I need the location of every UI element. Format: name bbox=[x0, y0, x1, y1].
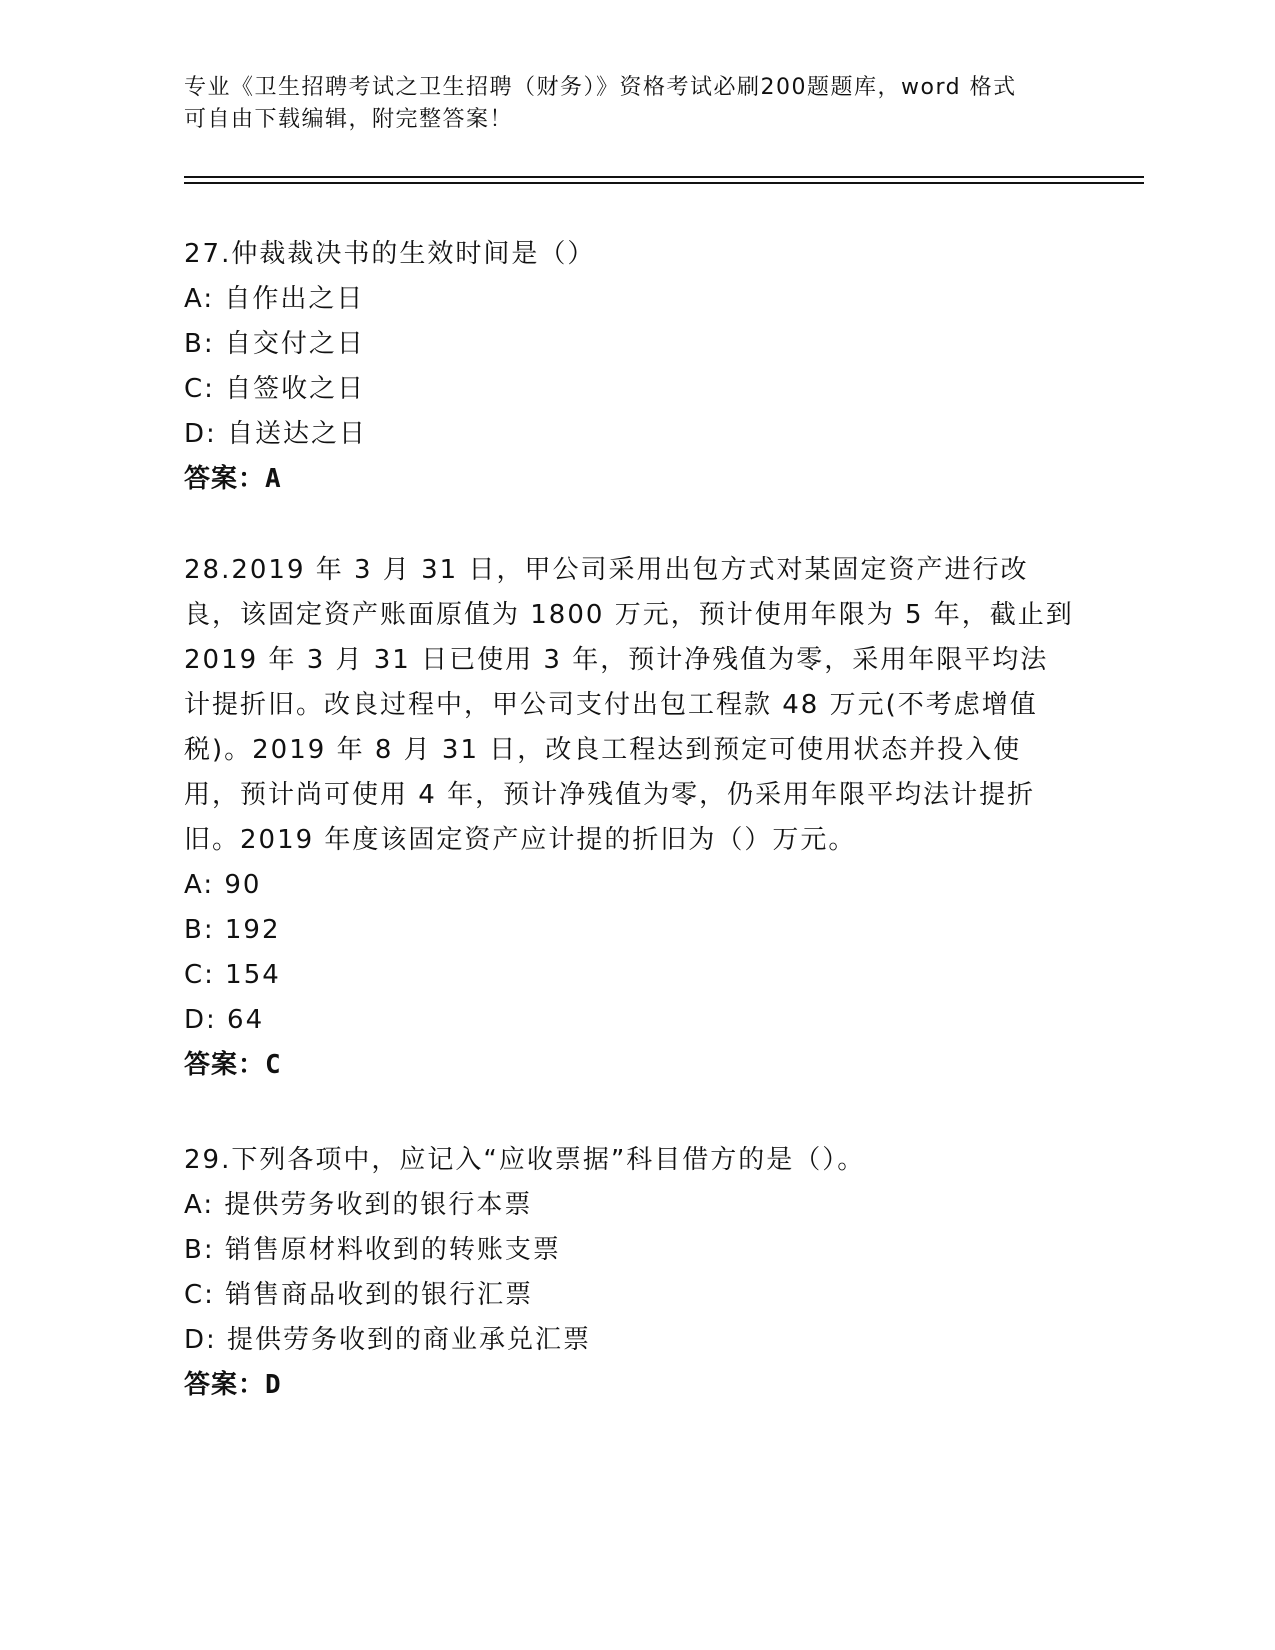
answer-value: C bbox=[265, 1050, 282, 1080]
option-d: D: 提供劳务收到的商业承兑汇票 bbox=[184, 1325, 592, 1355]
option-a: A: 90 bbox=[184, 870, 262, 900]
answer-value: A bbox=[265, 464, 282, 494]
option-c: C: 154 bbox=[184, 960, 281, 990]
option-d: D: 自送达之日 bbox=[184, 419, 368, 449]
answer bbox=[184, 1363, 1074, 1408]
option-b: B: 销售原材料收到的转账支票 bbox=[184, 1235, 561, 1265]
option-a: A: 提供劳务收到的银行本票 bbox=[184, 1190, 533, 1220]
answer bbox=[184, 457, 1074, 502]
option-c: C: 自签收之日 bbox=[184, 374, 366, 404]
answer-value: D bbox=[265, 1370, 282, 1400]
option-c: C: 销售商品收到的银行汇票 bbox=[184, 1280, 534, 1310]
question-27 bbox=[184, 232, 1074, 502]
header-title-line-1: 专业《卫生招聘考试之卫生招聘（财务）》资格考试必刷200题题库，word 格式 bbox=[184, 75, 1017, 100]
question-29 bbox=[184, 1138, 1074, 1408]
option-a: A: 自作出之日 bbox=[184, 284, 365, 314]
answer-label: 答案： bbox=[184, 1370, 266, 1400]
option-b: B: 自交付之日 bbox=[184, 329, 365, 359]
answer-label: 答案： bbox=[184, 464, 266, 494]
option-d: D: 64 bbox=[184, 1005, 265, 1035]
option-b: B: 192 bbox=[184, 915, 281, 945]
question-stem: 28.2019 年 3 月 31 日，甲公司采用出包方式对某固定资产进行改良，该固定资产账面原值为 1800 万元，预计使用年限为 5 年，截止到 2019 年 3 月 31 日已使用 3 年，预计净残值为零，采用年限平均法计提折旧。改良过程中，甲公司支付出包工程款 48 万元(不考虑增值税)。2019 年 8 月 31 日，改良工程达到预定可使用状态并投入使用，预计尚可使用 4 年，预计净残值为零，仍采用年限平均法计提折旧。2019 年度该固定资产应计提的折旧为（）万元。 bbox=[184, 555, 1074, 855]
header-divider-bottom bbox=[184, 182, 1144, 184]
header-title-line-2: 可自由下载编辑，附完整答案！ bbox=[184, 107, 514, 132]
answer-label: 答案： bbox=[184, 1050, 266, 1080]
answer bbox=[184, 1043, 1074, 1088]
question-28 bbox=[184, 548, 1074, 1088]
question-stem: 27.仲裁裁决书的生效时间是（） bbox=[184, 239, 596, 269]
document-header bbox=[184, 72, 1064, 136]
question-stem: 29.下列各项中，应记入“应收票据”科目借方的是（）。 bbox=[184, 1145, 866, 1175]
header-divider-top bbox=[184, 176, 1144, 178]
